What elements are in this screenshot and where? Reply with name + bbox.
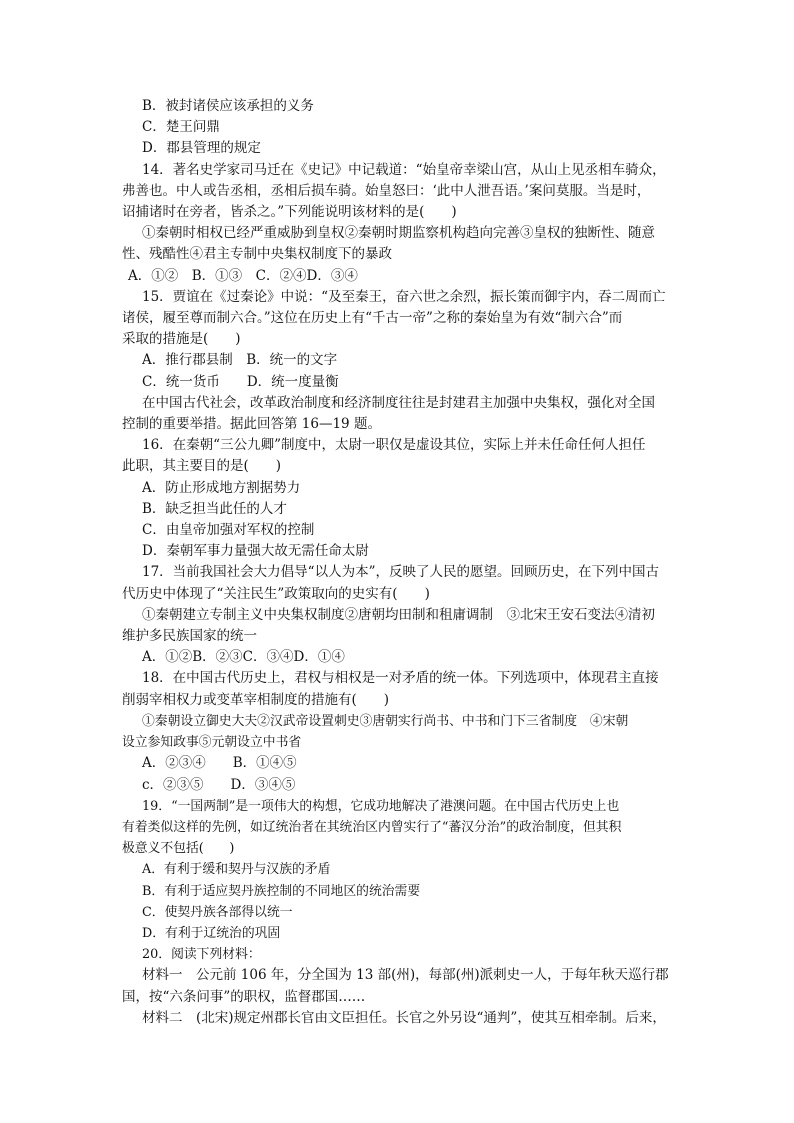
q20-stem: 20．阅读下列材料： xyxy=(142,947,261,963)
q18-item-line: 设立参知政事⑤元朝设立中书省 xyxy=(122,735,302,751)
q19-option-b: B．有利于适应契丹族控制的不同地区的统治需要 xyxy=(142,883,421,899)
q16-option-b: B．缺乏担当此任的人才 xyxy=(142,500,287,517)
q14-stem-line: 14．著名史学家司马迁在《史记》中记载道：“始皇帝幸梁山宫，从山上见丞相车骑众， xyxy=(142,161,666,178)
q15-stem-line: 诸侯，履至尊而制六合。”这位在历史上有“千古一帝”之称的秦始皇为有效“制六合”而 xyxy=(122,310,623,327)
q20-material-line: 材料一 公元前 106 年，分全国为 13 部(州)，每部(州)派刺史一人，于每年秋天巡行郡 xyxy=(142,967,669,984)
q14-item-line: ①秦朝时相权已经严重威胁到皇权②秦朝时期监察机构趋向完善③皇权的独断性、随意 xyxy=(142,225,655,242)
q18-stem-line: 削弱宰相权力或变革宰相制度的措施有( ) xyxy=(122,691,390,708)
q19-stem-line: 19．“一国两制”是一项伟大的构想，它成功地解决了港澳问题。在中国古代历史上也 xyxy=(142,798,620,814)
q17-item-line: ①秦朝建立专制主义中央集权制度②唐朝均田制和租庸调制 ③北宋王安石变法④清初 xyxy=(142,606,655,623)
q14-options: A．①② B．①③ C．②④D．③④ xyxy=(128,267,358,284)
intro-16-19-line: 控制的重要举措。据此回答第 16—19 题。 xyxy=(122,416,381,433)
intro-16-19-line: 在中国古代社会，改革政治制度和经济制度往往是封建君主加强中央集权，强化对全国 xyxy=(142,394,655,411)
q16-option-c: C．由皇帝加强对军权的控制 xyxy=(142,522,315,539)
q17-stem-line: 17．当前我国社会大力倡导“以人为本”，反映了人民的愿望。回顾历史，在下列中国古 xyxy=(142,564,659,581)
q14-stem-line: 弗善也。中人或告丞相，丞相后损车骑。始皇怒曰：‘此中人泄吾语。’案问莫服。当是时， xyxy=(122,182,651,199)
q14-stem-line: 诏捕诸时在旁者，皆杀之。”下列能说明该材料的是( ) xyxy=(122,204,457,221)
q19-option-a: A．有利于缓和契丹与汉族的矛盾 xyxy=(142,862,331,878)
exam-content xyxy=(122,96,688,1029)
q19-option-d: D．有利于辽统治的巩固 xyxy=(142,925,281,941)
q13-option-b: B．被封诸侯应该承担的义务 xyxy=(142,98,314,114)
q13-option-c: C．楚王问鼎 xyxy=(142,119,220,136)
q15-option-line: A．推行郡县制 B．统一的文字 xyxy=(142,352,338,369)
q14-item-line: 性、残酷性④君主专制中央集权制度下的暴政 xyxy=(122,246,392,263)
q15-option-line: C．统一货币 D．统一度量衡 xyxy=(142,373,339,390)
q16-stem-line: 16．在秦朝“三公九卿”制度中，太尉一职仅是虚设其位，实际上并未任命任何人担任 xyxy=(142,437,646,454)
q19-stem-line: 有着类似这样的先例，如辽统治者在其统治区内曾实行了“蕃汉分治”的政治制度，但其积 xyxy=(122,819,622,835)
q19-stem-line: 极意义不包括( ) xyxy=(122,841,235,857)
q15-stem-line: 采取的措施是( ) xyxy=(122,331,241,348)
q19-option-c: C．使契丹族各部得以统一 xyxy=(142,904,293,920)
q17-options: A．①②B．②③C．③④D．①④ xyxy=(142,649,345,666)
q18-item-line: ①秦朝设立御史大夫②汉武帝设置刺史③唐朝实行尚书、中书和门下三省制度 ④宋朝 xyxy=(142,713,629,729)
q17-stem-line: 代历史中体现了“关注民生”政策取向的史实有( ) xyxy=(122,585,430,602)
q16-option-d: D．秦朝军事力量强大故无需任命太尉 xyxy=(142,543,369,560)
q17-item-line: 维护多民族国家的统一 xyxy=(122,628,257,645)
q18-option-line: c．②③⑤ D．③④⑤ xyxy=(142,776,296,793)
q13-option-d: D．郡县管理的规定 xyxy=(142,140,261,157)
q18-stem-line: 18．在中国古代历史上，君权与相权是一对矛盾的统一体。下列选项中，体现君主直接 xyxy=(142,670,659,687)
q20-material-line: 材料二 (北宋)规定州郡长官由文臣担任。长官之外另设“通判”，使其互相牵制。后来， xyxy=(142,1009,666,1026)
q16-stem-line: 此职，其主要目的是( ) xyxy=(122,458,282,475)
q18-option-line: A．②③④ B．①④⑤ xyxy=(142,755,297,772)
q15-stem-line: 15．贾谊在《过秦论》中说：“及至秦王，奋六世之余烈，振长策而御宇内，吞二周而亡 xyxy=(142,288,666,305)
q16-option-a: A．防止形成地方割据势力 xyxy=(142,479,301,496)
q20-material-line: 国，按“六条问事”的职权，监督郡国…… xyxy=(122,988,366,1005)
